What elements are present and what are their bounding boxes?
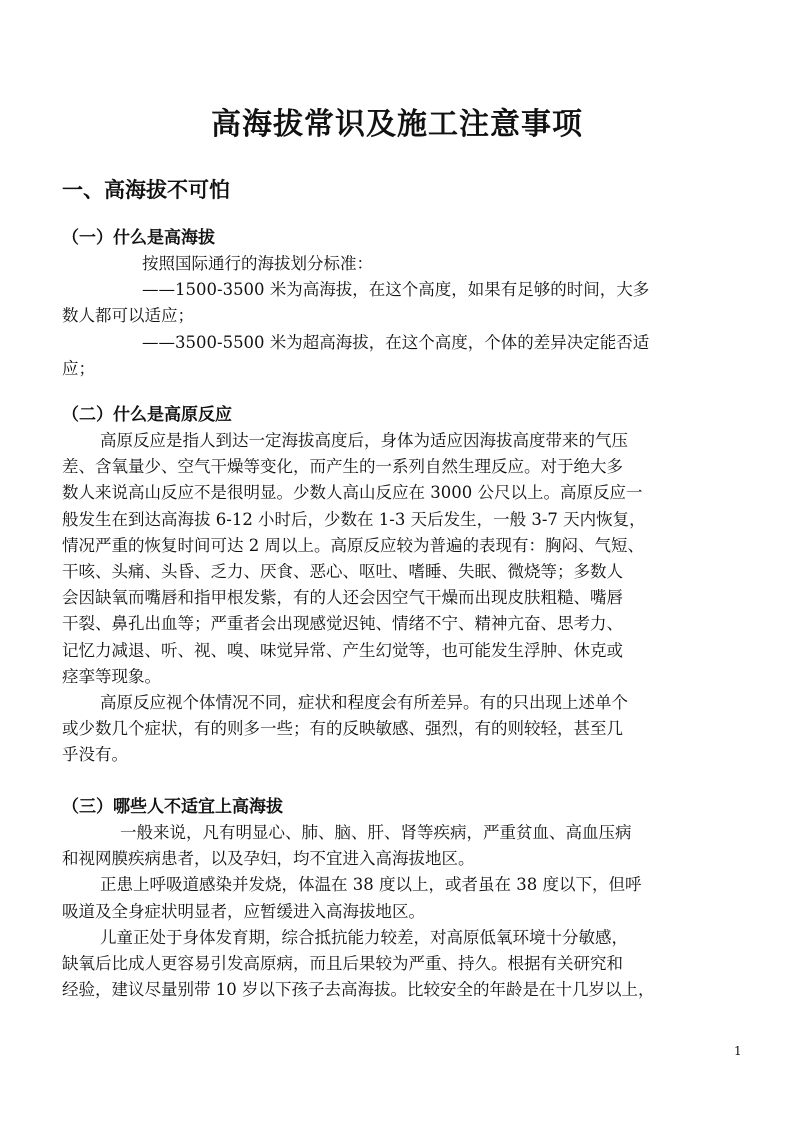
subsection-heading-1: （一）什么是高海拔 (62, 228, 215, 248)
subsection-heading-3: （三）哪些人不适宜上高海拔 (62, 797, 283, 817)
paragraph-line: 儿童正处于身体发育期，综合抵抗能力较差，对高原低氧环境十分敏感， (100, 927, 628, 947)
paragraph-line: 和视网膜疾病患者，以及孕妇，均不宜进入高海拔地区。 (62, 849, 475, 869)
paragraph-line: 差、含氧量少、空气干燥等变化，而产生的一系列自然生理反应。对于绝大多 (62, 457, 623, 477)
paragraph-line: 按照国际通行的海拔划分标准： (142, 254, 373, 273)
paragraph-line: 情况严重的恢复时间可达 2 周以上。高原反应较为普遍的表现有：胸闷、气短、 (62, 535, 644, 555)
subsection-body-1 (62, 251, 744, 382)
paragraph-line: 痉挛等现象。 (62, 666, 161, 686)
paragraph-line: 干咳、头痛、头昏、乏力、厌食、恶心、呕吐、嗜睡、失眠、微烧等；多数人 (62, 561, 623, 581)
paragraph-line: ——1500-3500 米为高海拔，在这个高度，如果有足够的时间，大多 (142, 280, 650, 300)
paragraph-line: 应； (62, 358, 95, 378)
section-heading: 一、高海拔不可怕 (62, 177, 230, 202)
paragraph-line: 缺氧后比成人更容易引发高原病，而且后果较为严重、持久。根据有关研究和 (62, 953, 623, 973)
subsection-body-3 (62, 820, 744, 1003)
paragraph-line: 一般来说，凡有明显心、肺、脑、肝、肾等疾病，严重贫血、高血压病 (120, 823, 632, 842)
paragraph-line: 记忆力减退、听、视、嗅、味觉异常、产生幻觉等，也可能发生浮肿、休克或 (62, 640, 623, 660)
subsection-body-2 (62, 428, 744, 768)
paragraph-line: 或少数几个症状，有的则多一些；有的反映敏感、强烈，有的则较轻，甚至几 (62, 719, 623, 739)
paragraph-line: 乎没有。 (62, 745, 128, 765)
paragraph-line: 高原反应视个体情况不同，症状和程度会有所差异。有的只出现上述单个 (100, 692, 628, 712)
paragraph-line: 正患上呼吸道感染并发烧，体温在 38 度以上，或者虽在 38 度以下，但呼 (100, 875, 642, 895)
page-number: 1 (734, 1044, 742, 1058)
paragraph-line: 数人都可以适应； (62, 306, 194, 326)
paragraph-line: 吸道及全身症状明显者，应暂缓进入高海拔地区。 (62, 901, 425, 921)
paragraph-line: 高原反应是指人到达一定海拔高度后，身体为适应因海拔高度带来的气压 (100, 431, 628, 450)
paragraph-line: 数人来说高山反应不是很明显。少数人高山反应在 3000 公尺以上。高原反应一 (62, 483, 643, 503)
paragraph-line: 干裂、鼻孔出血等；严重者会出现感觉迟钝、情绪不宁、精神亢奋、思考力、 (62, 614, 623, 634)
subsection-heading-2: （二）什么是高原反应 (62, 405, 232, 425)
paragraph-line: 般发生在到达高海拔 6-12 小时后，少数在 1-3 天后发生，一般 3-7 天内恢复， (62, 509, 646, 529)
document-title: 高海拔常识及施工注意事项 (211, 107, 583, 142)
paragraph-line: ——3500-5500 米为超高海拔，在这个高度，个体的差异决定能否适 (142, 332, 650, 352)
paragraph-line: 经验，建议尽量别带 10 岁以下孩子去高海拔。比较安全的年龄是在十几岁以上， (62, 980, 655, 1000)
paragraph-line: 会因缺氧而嘴唇和指甲根发紫，有的人还会因空气干燥而出现皮肤粗糙、嘴唇 (62, 588, 623, 608)
